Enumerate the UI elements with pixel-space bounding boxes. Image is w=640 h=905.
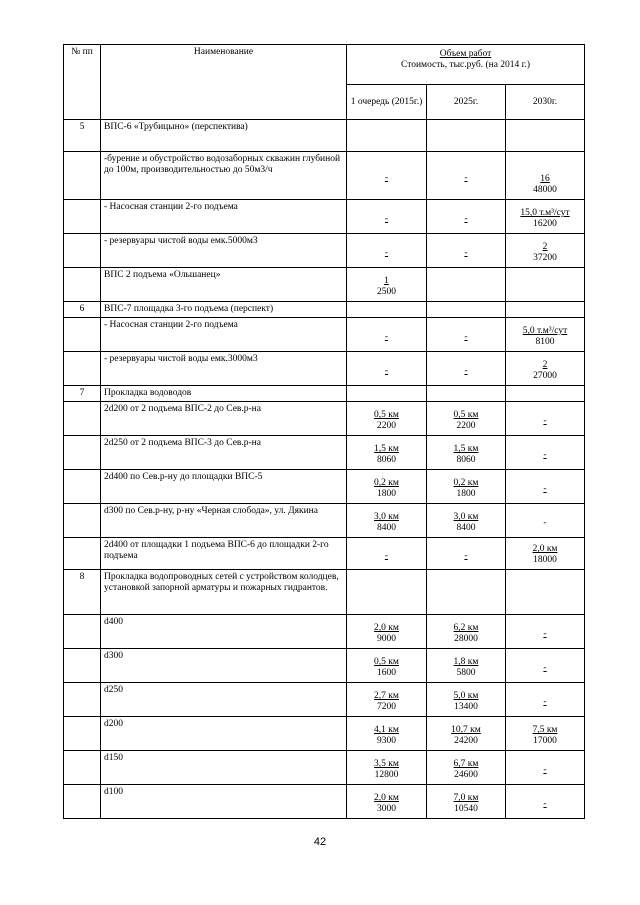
value-cell — [347, 570, 427, 615]
row-number — [64, 615, 101, 649]
dash-value: - — [543, 662, 547, 673]
dash-value: - — [384, 365, 389, 376]
table-row — [64, 615, 585, 649]
table-row — [64, 570, 585, 615]
value-cell — [347, 268, 427, 302]
row-name: 2d250 от 2 подъема ВПС-3 до Сев.р-на — [101, 436, 347, 470]
value-cell — [347, 318, 427, 352]
dash-value: - — [543, 483, 547, 494]
value-cell — [347, 234, 427, 268]
row-number — [64, 234, 101, 268]
value-cell — [506, 538, 585, 570]
value-cell — [427, 120, 506, 152]
value-cell — [427, 615, 506, 649]
page-number: 42 — [313, 836, 327, 848]
value-cell — [427, 200, 506, 234]
table-row — [64, 268, 585, 302]
cost-value: 8060 — [377, 455, 396, 465]
dash-value: - — [464, 247, 468, 258]
cost-value: 9000 — [377, 634, 396, 644]
dash-value: - — [464, 172, 468, 183]
value-cell — [347, 152, 427, 200]
row-name: d100 — [101, 785, 347, 819]
cost-value: 8400 — [377, 523, 396, 533]
cost-value: 1800 — [377, 489, 396, 499]
value-cell — [506, 570, 585, 615]
quantity-value: 4,1 км — [374, 725, 399, 735]
table-row — [64, 649, 585, 683]
cost-value: 24600 — [454, 770, 478, 780]
value-cell — [427, 386, 506, 402]
quantity-value: 2,0 км — [374, 793, 399, 803]
row-name: - Насосная станции 2-го подъема — [101, 200, 347, 234]
row-name: - Насосная станции 2-го подъема — [101, 318, 347, 352]
value-cell — [347, 352, 427, 386]
value-cell — [347, 504, 427, 538]
dash-value: - — [384, 247, 389, 258]
row-number — [64, 200, 101, 234]
value-cell — [347, 470, 427, 504]
table-body — [64, 120, 585, 819]
value-cell — [427, 649, 506, 683]
table-row — [64, 538, 585, 570]
value-cell — [506, 302, 585, 318]
works-table — [63, 44, 585, 819]
dash-value: - — [384, 172, 389, 183]
value-cell — [427, 318, 506, 352]
cost-value: 24200 — [454, 736, 478, 746]
dash-value: - — [384, 331, 389, 342]
quantity-value: 0,5 км — [374, 410, 399, 420]
quantity-value: 1,8 км — [453, 657, 479, 667]
value-cell — [506, 649, 585, 683]
quantity-value: 2 — [542, 242, 548, 252]
dash-value: - — [384, 550, 389, 561]
dash-value: - — [464, 213, 468, 224]
row-name: ВПС-6 «Трубицыно» (перспектива) — [101, 120, 347, 152]
dash-value: - — [464, 550, 468, 561]
cost-value: 27000 — [533, 371, 557, 381]
header-work-title: Объем работ — [439, 49, 492, 59]
row-name: d300 по Сев.р-ну, р-ну «Черная слобода», ул. Дякина — [101, 504, 347, 538]
table-row — [64, 352, 585, 386]
value-cell — [427, 402, 506, 436]
quantity-value: 0,2 км — [453, 478, 479, 488]
value-cell — [506, 785, 585, 819]
value-cell — [427, 234, 506, 268]
table-row — [64, 402, 585, 436]
value-cell — [347, 120, 427, 152]
row-number — [64, 683, 101, 717]
quantity-value: 7,0 км — [453, 793, 479, 803]
dash-value: - — [384, 213, 389, 224]
quantity-value: 3,5 км — [374, 759, 399, 769]
table-row — [64, 152, 585, 200]
quantity-value: 15,0 т.м³/сут — [520, 208, 570, 218]
value-cell — [506, 120, 585, 152]
cost-value: 16200 — [533, 219, 557, 229]
row-number — [64, 717, 101, 751]
header-stage-1: 1 очередь (2015г.) — [347, 85, 427, 120]
row-number — [64, 538, 101, 570]
table-row — [64, 683, 585, 717]
value-cell — [506, 352, 585, 386]
value-cell — [506, 504, 585, 538]
value-cell — [347, 717, 427, 751]
row-number — [64, 352, 101, 386]
row-name: -бурение и обустройство водозаборных скважин глубиной до 100м, производительностью до 50м3/ч — [101, 152, 347, 200]
quantity-value: 3,0 км — [453, 512, 479, 522]
cost-value: 10540 — [454, 804, 478, 814]
header-stage-3: 2030г. — [506, 85, 585, 120]
value-cell — [347, 649, 427, 683]
dash-value: - — [543, 415, 547, 426]
cost-value: 7200 — [377, 702, 396, 712]
value-cell — [506, 615, 585, 649]
quantity-value: 2 — [542, 360, 548, 370]
table-row — [64, 200, 585, 234]
cost-value: 18000 — [533, 555, 557, 565]
table-row — [64, 302, 585, 318]
row-number: 7 — [64, 386, 101, 402]
row-number — [64, 318, 101, 352]
value-cell — [427, 751, 506, 785]
value-cell — [427, 504, 506, 538]
row-number: 8 — [64, 570, 101, 615]
row-name: ВПС-7 площадка 3-го подъема (перспект) — [101, 302, 347, 318]
header-work-subtitle: Стоимость, тыс.руб. (на 2014 г.) — [400, 60, 531, 70]
quantity-value: 2,7 км — [374, 691, 399, 701]
cost-value: 12800 — [374, 770, 399, 780]
row-number — [64, 649, 101, 683]
quantity-value: 1,5 км — [453, 444, 479, 454]
row-number — [64, 268, 101, 302]
value-cell — [427, 470, 506, 504]
cost-value: 8400 — [456, 523, 476, 533]
dash-value: - — [543, 764, 547, 775]
row-name: d150 — [101, 751, 347, 785]
value-cell — [347, 615, 427, 649]
value-cell — [427, 683, 506, 717]
value-cell — [506, 268, 585, 302]
value-cell — [427, 538, 506, 570]
value-cell — [427, 436, 506, 470]
value-cell — [506, 200, 585, 234]
row-name: - резервуары чистой воды емк.3000м3 — [101, 352, 347, 386]
dash-value: - — [543, 517, 547, 528]
row-number: 6 — [64, 302, 101, 318]
cost-value: 5800 — [456, 668, 476, 678]
dash-value: - — [543, 696, 547, 707]
cost-value: 13400 — [454, 702, 478, 712]
cost-value: 1600 — [377, 668, 396, 678]
value-cell — [347, 751, 427, 785]
row-number — [64, 751, 101, 785]
value-cell — [347, 302, 427, 318]
table-row — [64, 717, 585, 751]
row-number — [64, 152, 101, 200]
quantity-value: 2,0 км — [374, 623, 399, 633]
value-cell — [427, 268, 506, 302]
table-row — [64, 785, 585, 819]
value-cell — [427, 352, 506, 386]
cost-value: 8100 — [535, 337, 555, 347]
table-row — [64, 436, 585, 470]
row-number — [64, 504, 101, 538]
value-cell — [347, 785, 427, 819]
table-row — [64, 751, 585, 785]
table-row — [64, 234, 585, 268]
quantity-value: 1,5 км — [374, 444, 399, 454]
row-number — [64, 436, 101, 470]
cost-value: 28000 — [454, 634, 478, 644]
value-cell — [506, 470, 585, 504]
value-cell — [347, 402, 427, 436]
table-row — [64, 470, 585, 504]
value-cell — [506, 683, 585, 717]
value-cell — [427, 302, 506, 318]
quantity-value: 0,2 км — [374, 478, 399, 488]
dash-value: - — [543, 449, 547, 460]
row-number — [64, 402, 101, 436]
row-number — [64, 470, 101, 504]
cost-value: 8060 — [456, 455, 476, 465]
value-cell — [427, 785, 506, 819]
cost-value: 2500 — [377, 287, 396, 297]
cost-value: 17000 — [533, 736, 557, 746]
document-page — [63, 44, 584, 819]
quantity-value: 7,5 км — [532, 725, 558, 735]
value-cell — [427, 717, 506, 751]
row-name: - резервуары чистой воды емк.5000м3 — [101, 234, 347, 268]
row-name: d400 — [101, 615, 347, 649]
quantity-value: 10,7 км — [451, 725, 481, 735]
row-number: 5 — [64, 120, 101, 152]
value-cell — [347, 200, 427, 234]
value-cell — [506, 717, 585, 751]
cost-value: 9300 — [377, 736, 396, 746]
header-stage-2: 2025г. — [427, 85, 506, 120]
row-name: 2d200 от 2 подъема ВПС-2 до Сев.р-на — [101, 402, 347, 436]
table-row — [64, 386, 585, 402]
dash-value: - — [464, 365, 468, 376]
header-num: № пп — [64, 45, 101, 120]
row-name: Прокладка водоводов — [101, 386, 347, 402]
cost-value: 37200 — [533, 253, 557, 263]
table-row — [64, 120, 585, 152]
dash-value: - — [543, 798, 547, 809]
quantity-value: 1 — [384, 276, 389, 286]
value-cell — [347, 538, 427, 570]
value-cell — [347, 386, 427, 402]
value-cell — [506, 234, 585, 268]
value-cell — [506, 318, 585, 352]
cost-value: 48000 — [533, 185, 557, 195]
quantity-value: 6,2 км — [453, 623, 479, 633]
row-name: 2d400 по Сев.р-ну до площадки ВПС-5 — [101, 470, 347, 504]
row-number — [64, 785, 101, 819]
value-cell — [506, 751, 585, 785]
value-cell — [506, 386, 585, 402]
row-name: 2d400 от площадки 1 подъема ВПС-6 до площадки 2-го подъема — [101, 538, 347, 570]
row-name: ВПС 2 подъема «Ольшанец» — [101, 268, 347, 302]
quantity-value: 5,0 км — [453, 691, 479, 701]
value-cell — [427, 152, 506, 200]
cost-value: 1800 — [456, 489, 476, 499]
quantity-value: 6,7 км — [453, 759, 479, 769]
value-cell — [427, 570, 506, 615]
table-row — [64, 318, 585, 352]
cost-value: 2200 — [456, 421, 476, 431]
quantity-value: 0,5 км — [374, 657, 399, 667]
row-name: Прокладка водопроводных сетей с устройством колодцев, установкой запорной арматуры и пожарных гидрантов. — [101, 570, 347, 615]
header-name: Наименование — [101, 45, 347, 120]
value-cell — [347, 436, 427, 470]
table-row — [64, 504, 585, 538]
quantity-value: 3,0 км — [374, 512, 399, 522]
value-cell — [506, 152, 585, 200]
value-cell — [347, 683, 427, 717]
quantity-value: 5,0 т.м³/сут — [522, 326, 568, 336]
quantity-value: 2,0 км — [532, 544, 558, 554]
row-name: d200 — [101, 717, 347, 751]
row-name: d300 — [101, 649, 347, 683]
cost-value: 3000 — [377, 804, 396, 814]
value-cell — [506, 402, 585, 436]
row-name: d250 — [101, 683, 347, 717]
dash-value: - — [464, 331, 468, 342]
cost-value: 2200 — [377, 421, 396, 431]
dash-value: - — [543, 628, 547, 639]
header-work — [347, 45, 585, 85]
value-cell — [506, 436, 585, 470]
quantity-value: 16 — [540, 174, 550, 184]
quantity-value: 0,5 км — [453, 410, 479, 420]
